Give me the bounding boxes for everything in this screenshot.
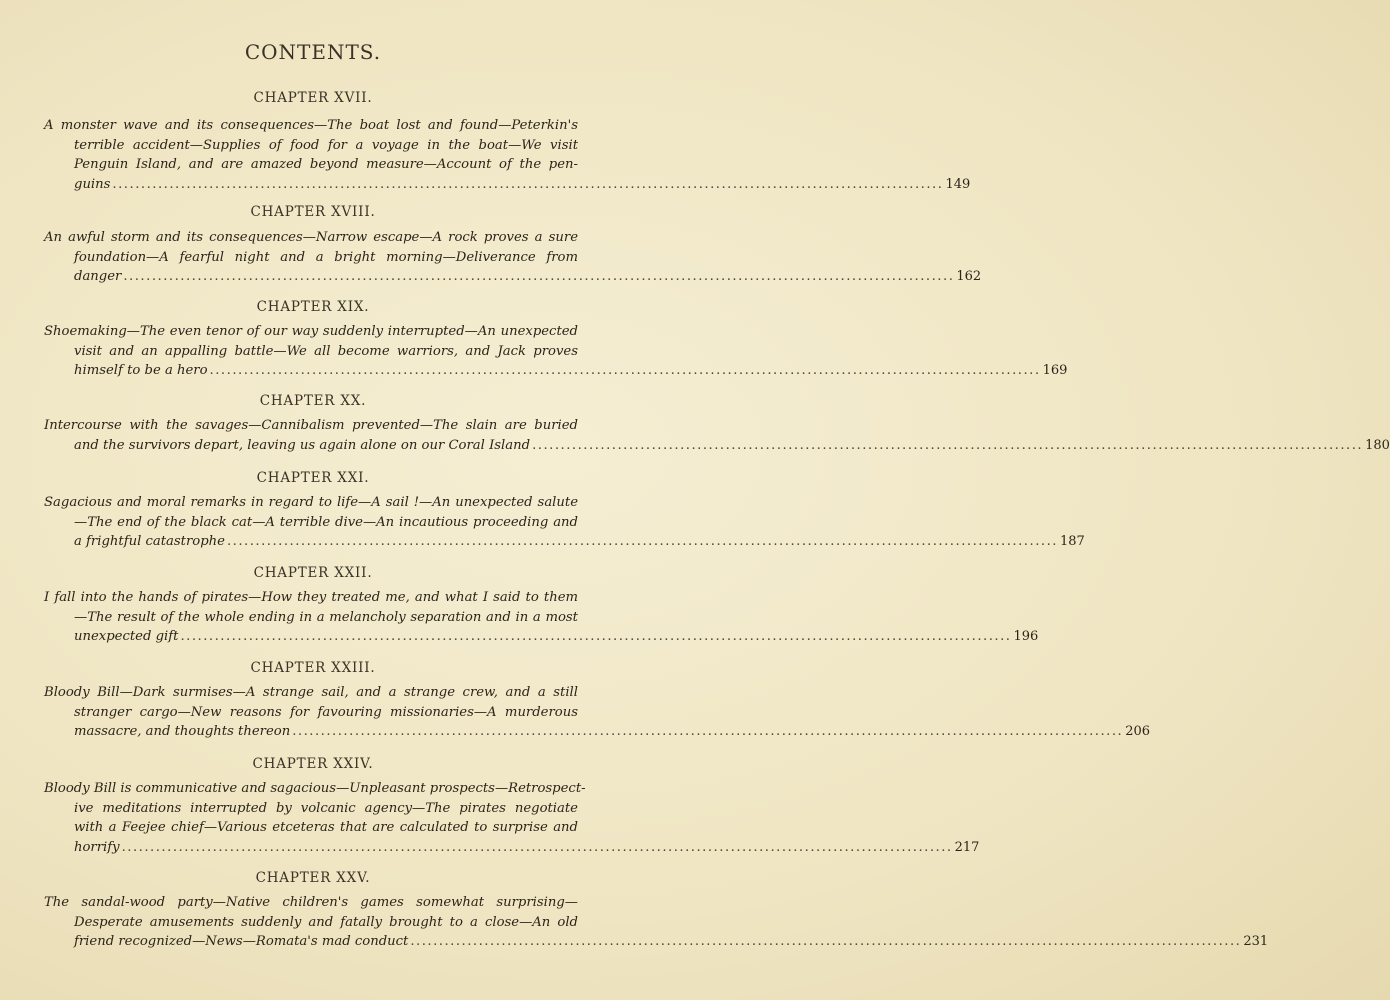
chapter-block xyxy=(0,868,626,888)
chapter-summary xyxy=(44,588,1039,647)
chapter-summary xyxy=(44,893,1269,952)
dot-leader: .................................................................................................................................................. xyxy=(292,724,1124,739)
chapter-block xyxy=(0,202,626,222)
chapter-summary xyxy=(44,683,1151,742)
summary-last-line xyxy=(44,838,980,858)
summary-last-line xyxy=(44,361,1068,381)
chapter-heading: CHAPTER XXIV. xyxy=(252,756,374,772)
summary-line: friend recognized—News—Romata's mad conduct xyxy=(74,934,409,949)
summary-line: Bloody Bill is communicative and sagacious—Unpleasant prospects—Retrospect- xyxy=(44,781,586,796)
summary-line: Intercourse with the savages—Cannibalism prevented—The slain are buried xyxy=(44,418,578,433)
dot-leader: .................................................................................................................................................. xyxy=(410,934,1242,949)
chapter-summary xyxy=(44,322,1068,381)
chapter-block xyxy=(0,658,626,678)
summary-line: stranger cargo—New reasons for favouring missionaries—A murderous xyxy=(74,704,578,720)
summary-line: —The result of the whole ending in a melancholy separation and in a most xyxy=(74,609,578,625)
summary-last-line xyxy=(44,532,1085,552)
chapter-block xyxy=(0,88,626,108)
summary-line: unexpected gift xyxy=(74,629,179,644)
summary-line: Bloody Bill—Dark surmises—A strange sail, and a strange crew, and a still xyxy=(44,685,578,700)
chapter-summary xyxy=(44,493,1085,552)
chapter-summary xyxy=(44,228,982,287)
chapter-heading: CHAPTER XVII. xyxy=(253,90,373,106)
chapter-block xyxy=(0,297,626,317)
summary-line: guins xyxy=(74,176,111,192)
summary-line: An awful storm and its consequences—Narrow escape—A rock proves a sure xyxy=(44,230,578,245)
dot-leader: .................................................................................................................................................. xyxy=(121,839,953,855)
chapter-block xyxy=(0,563,626,583)
chapter-heading: CHAPTER XXI. xyxy=(256,470,370,486)
summary-line: and the survivors depart, leaving us again alone on our Coral Island xyxy=(74,437,531,453)
chapter-summary xyxy=(44,779,980,857)
page-number: 206 xyxy=(1125,724,1151,739)
chapter-heading: CHAPTER XXII. xyxy=(253,565,373,581)
summary-line: visit and an appalling battle—We all become warriors, and Jack proves xyxy=(74,343,578,359)
page-number: 187 xyxy=(1059,534,1085,549)
dot-leader: .................................................................................................................................................. xyxy=(112,176,944,192)
summary-line: ive meditations interrupted by volcanic agency—The pirates negotiate xyxy=(74,800,578,816)
summary-line: I fall into the hands of pirates—How they treated me, and what I said to them xyxy=(44,590,578,605)
summary-line: horrify xyxy=(74,839,120,855)
summary-line: The sandal-wood party—Native children's games somewhat surprising— xyxy=(44,895,578,910)
summary-last-line xyxy=(44,436,1390,456)
chapter-block xyxy=(0,391,626,411)
summary-line: foundation—A fearful night and a bright morning—Deliverance from xyxy=(74,249,578,265)
page-number: 196 xyxy=(1013,629,1039,644)
page-number: 162 xyxy=(956,269,982,284)
summary-line: A monster wave and its consequences—The boat lost and found—Peterkin's xyxy=(44,118,578,133)
chapter-heading: CHAPTER XX. xyxy=(259,393,367,409)
summary-line: danger xyxy=(74,269,122,284)
chapter-summary xyxy=(44,116,971,194)
summary-last-line xyxy=(44,627,1039,647)
dot-leader: .................................................................................................................................................. xyxy=(226,534,1058,549)
summary-line: Shoemaking—The even tenor of our way suddenly interrupted—An unexpected xyxy=(44,324,578,339)
dot-leader: .................................................................................................................................................. xyxy=(532,437,1364,453)
chapter-heading: CHAPTER XVIII. xyxy=(250,204,376,220)
page-number: 217 xyxy=(954,839,980,855)
summary-line: Desperate amusements suddenly and fatally brought to a close—An old xyxy=(74,914,578,930)
page-number: 231 xyxy=(1243,934,1269,949)
chapter-summary xyxy=(44,416,1390,455)
chapter-heading: CHAPTER XIX. xyxy=(256,299,370,315)
summary-last-line xyxy=(44,267,982,287)
dot-leader: .................................................................................................................................................. xyxy=(123,269,955,284)
chapter-block xyxy=(0,468,626,488)
page-number: 180 xyxy=(1365,437,1390,453)
summary-line: himself to be a hero xyxy=(74,363,208,378)
summary-line: terrible accident—Supplies of food for a voyage in the boat—We visit xyxy=(74,137,578,153)
chapter-heading: CHAPTER XXIII. xyxy=(250,660,376,676)
summary-last-line xyxy=(44,175,971,195)
page-number: 169 xyxy=(1042,363,1068,378)
summary-line: massacre, and thoughts thereon xyxy=(74,724,291,739)
summary-line: with a Feejee chief—Various etceteras that are calculated to surprise and xyxy=(74,820,578,835)
chapter-heading: CHAPTER XXV. xyxy=(255,870,371,886)
dot-leader: .................................................................................................................................................. xyxy=(209,363,1041,378)
summary-line: Sagacious and moral remarks in regard to life—A sail !—An unexpected salute xyxy=(44,495,578,510)
dot-leader: .................................................................................................................................................. xyxy=(180,629,1012,644)
summary-line: Penguin Island, and are amazed beyond measure—Account of the pen- xyxy=(74,157,578,172)
chapter-block xyxy=(0,754,626,774)
page-number: 149 xyxy=(945,176,971,192)
page-title: CONTENTS. xyxy=(244,40,382,64)
summary-line: —The end of the black cat—A terrible dive—An incautious proceeding and xyxy=(74,514,578,530)
summary-line: a frightful catastrophe xyxy=(74,534,225,549)
summary-last-line xyxy=(44,932,1269,952)
summary-last-line xyxy=(44,722,1151,742)
